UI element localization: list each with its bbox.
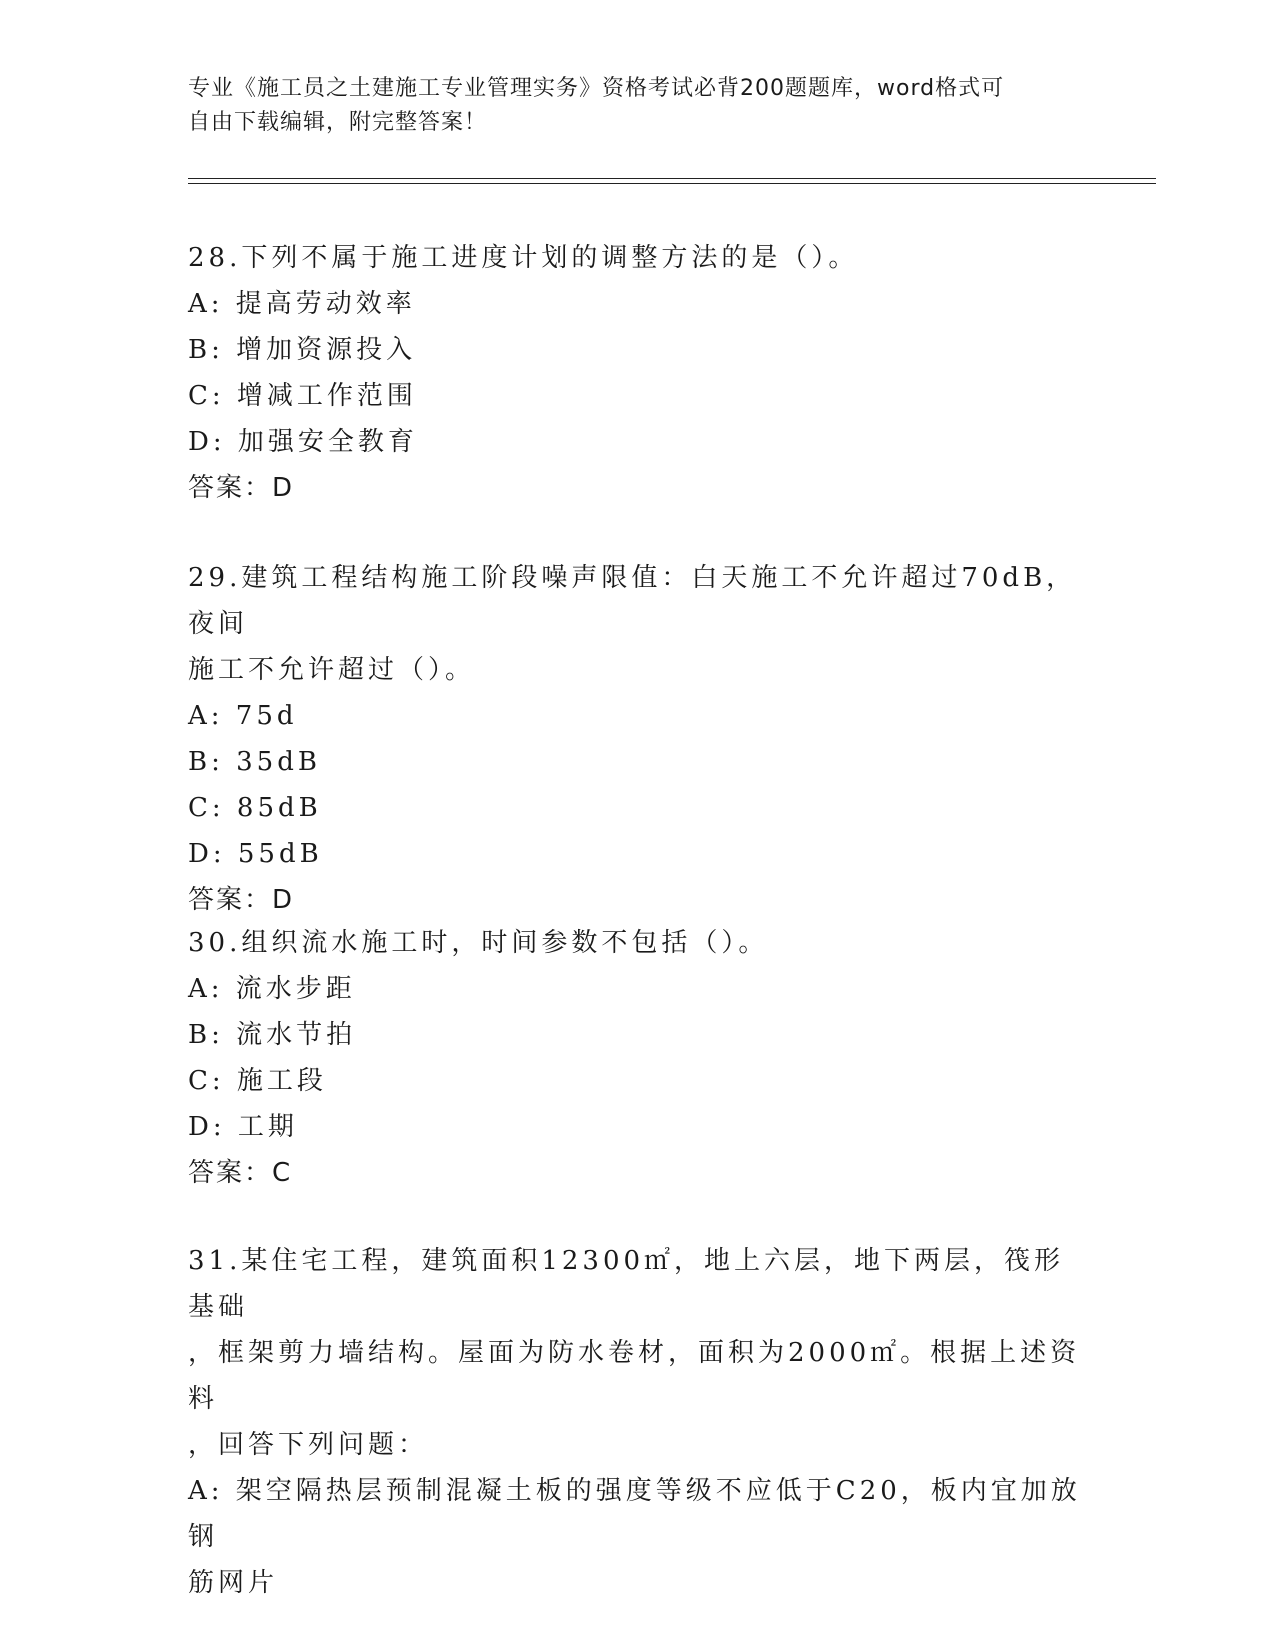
- option-c: C: 施工段: [188, 1066, 327, 1096]
- question-stem-line-1: 31.某住宅工程，建筑面积12300㎡，地上六层，地下两层，筏形基础: [188, 1246, 1065, 1322]
- option-a: A: 75d: [188, 701, 298, 731]
- question-stem: 30.组织流水施工时，时间参数不包括（）。: [188, 928, 769, 958]
- option-c: C: 85dB: [188, 793, 322, 823]
- question-stem-line-2: ，框架剪力墙结构。屋面为防水卷材，面积为2000㎡。根据上述资料: [188, 1338, 1081, 1414]
- header-divider-bottom: [188, 183, 1156, 184]
- question-stem-line-2: 施工不允许超过（）。: [188, 655, 476, 685]
- header-line-1: 专业《施工员之土建施工专业管理实务》资格考试必背200题题库，word格式可: [188, 76, 1005, 101]
- question-stem-line-3: ，回答下列问题：: [188, 1430, 429, 1460]
- option-d: D: 工期: [188, 1112, 298, 1142]
- option-d: D: 加强安全教育: [188, 427, 418, 457]
- question-stem-line-1: 29.建筑工程结构施工阶段噪声限值：白天施工不允许超过70dB，夜间: [188, 563, 1077, 639]
- question-29: [188, 555, 1088, 923]
- option-c: C: 增减工作范围: [188, 381, 417, 411]
- option-b: B: 增加资源投入: [188, 335, 417, 365]
- option-b: B: 流水节拍: [188, 1020, 357, 1050]
- option-a-line-2: 筋网片: [188, 1568, 279, 1598]
- document-header: [188, 72, 1068, 140]
- question-28: [188, 235, 1088, 511]
- question-stem: 28.下列不属于施工进度计划的调整方法的是（）。: [188, 243, 859, 273]
- header-divider-top: [188, 178, 1156, 179]
- option-b: B: 35dB: [188, 747, 321, 777]
- option-a-line-1: A: 架空隔热层预制混凝土板的强度等级不应低于C20，板内宜加放钢: [188, 1476, 1081, 1552]
- question-30: [188, 920, 1088, 1196]
- answer: 答案：C: [188, 1158, 293, 1188]
- option-a: A: 流水步距: [188, 974, 356, 1004]
- option-d: D: 55dB: [188, 839, 323, 869]
- answer: 答案：D: [188, 885, 295, 915]
- question-31: [188, 1238, 1088, 1606]
- answer: 答案：D: [188, 473, 295, 503]
- header-line-2: 自由下载编辑，附完整答案！: [188, 110, 488, 135]
- option-a: A: 提高劳动效率: [188, 289, 416, 319]
